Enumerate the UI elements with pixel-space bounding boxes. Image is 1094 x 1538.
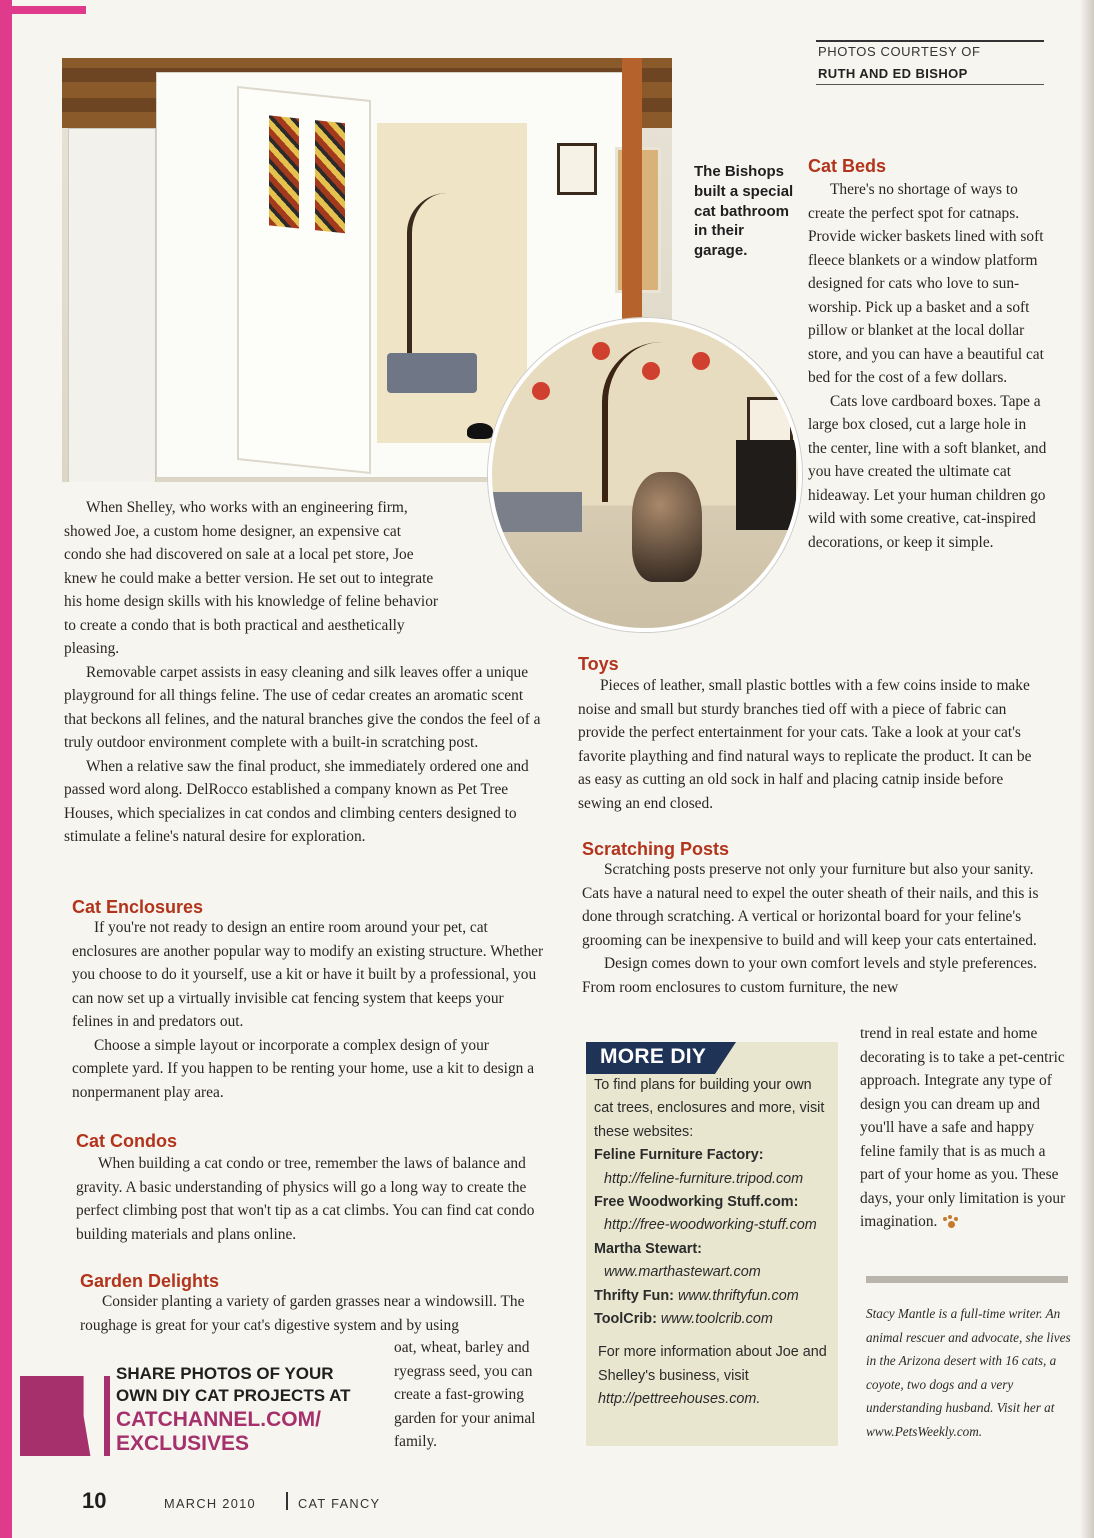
scratching-paragraph: Scratching posts preserve not only your furniture but also your sanity. Cats have a natural need to expel the outer sheath of their nails, and this is done through scratching. A vertical or horizontal board for your feline's grooming can be inexpensive to build and will keep your cats entertained. — [582, 861, 1039, 949]
issue-date: MARCH 2010 — [164, 1496, 256, 1511]
beds-text — [808, 178, 1048, 554]
site-link[interactable]: http://feline-furniture.tripod.com — [604, 1170, 804, 1187]
heading-cat-enclosures: Cat Enclosures — [72, 897, 204, 917]
heading-scratching-posts: Scratching Posts — [582, 839, 730, 859]
share-callout-line2: OWN DIY CAT PROJECTS AT — [116, 1386, 351, 1405]
heading-toys: Toys — [578, 654, 619, 674]
enclosures-paragraph: If you're not ready to design an entire room around your pet, cat enclosures are another popular way to modify an existing structure. Whether you choose to do it yourself, use a kit or have it built by a professional, you can now set up a virtually invisible cat fencing system that keeps your felines in and predators out. — [72, 919, 544, 1030]
beds-paragraph: Cats love cardboard boxes. Tape a large box closed, cut a large hole in the center, line with a soft blanket, and you have created the ultimate cat hideaway. Let your human children go wild with some creative, cat-inspired decorations, or keep it simple. — [808, 392, 1047, 551]
beds-paragraph: There's no shortage of ways to create the perfect spot for catnaps. Provide wicker baskets lined with soft fleece blankets or a window platform designed for cats who love to sun-worship. Pick up a basket and a soft pillow or blanket at the local dollar store, and you can have a beautiful cat bed for the cost of a few dollars. — [808, 181, 1044, 386]
site-name: Martha Stewart: — [594, 1240, 702, 1257]
site-name: Thrifty Fun: — [594, 1287, 674, 1304]
scratching-paragraph: Design comes down to your own comfort levels and style preferences. From room enclosures to custom furniture, the new — [582, 955, 1037, 996]
author-bio: Stacy Mantle is a full-time writer. An animal rescuer and advocate, she lives in the Arizona desert with 16 cats, a coyote, two dogs and a very understanding husband. Visit her at www.PetsWeekly.com. — [866, 1306, 1071, 1439]
refrigerator — [68, 128, 156, 482]
site-link[interactable]: www.thriftyfun.com — [677, 1287, 799, 1304]
site-name: Free Woodworking Stuff.com: — [594, 1194, 799, 1211]
toys-paragraph: Pieces of leather, small plastic bottles with a few coins inside to make noise and small but sturdy branches tied off with a piece of fabric can provide the perfect entertainment for your cats. Take a look at your cat's favorite plaything and find natural ways to replicate the product. It can be as easy as cutting an old sock in half and placing catnip inside before sewing an end closed. — [578, 677, 1032, 812]
more-diy-body — [594, 1074, 834, 1412]
more-diy-heading: MORE DIY — [600, 1045, 707, 1068]
page-corner-tab — [0, 6, 86, 14]
intro-paragraph: When Shelley, who works with an engineering firm, showed Joe, a custom home designer, an expensive cat condo she had discovered on sale at a local pet store, Joe knew he could make a better version. He set out to integrate his home design skills with his knowledge of feline behavior to create a condo that is both practical and aesthetically pleasing. — [64, 499, 439, 657]
paw-print-icon — [943, 1215, 959, 1229]
page-edge-stripe — [0, 0, 12, 1538]
scratching-text — [582, 858, 1052, 999]
scratching-text-continued — [860, 1022, 1066, 1234]
photo-credit-label: PHOTOS COURTESY OF — [818, 44, 981, 59]
site-name: ToolCrib: — [594, 1311, 657, 1328]
heading-cat-beds: Cat Beds — [808, 156, 887, 176]
scratching-paragraph-continued: trend in real estate and home decorating is to take a pet-centric approach. Integrate any type of design you can dream up and you'll have a safe and happy feline family that is as much a part of your home as you. These days, your only limitation is your imagination. — [860, 1025, 1066, 1230]
enclosures-text — [72, 916, 548, 1104]
photo-credit-names: RUTH AND ED BISHOP — [818, 66, 968, 81]
footer-divider — [286, 1492, 288, 1510]
site-link[interactable]: www.toolcrib.com — [660, 1311, 773, 1328]
site-link[interactable]: http://free-woodworking-stuff.com — [604, 1217, 817, 1234]
intro-text — [64, 496, 542, 849]
heading-cat-condos: Cat Condos — [76, 1131, 177, 1151]
bio-rule — [866, 1276, 1068, 1283]
share-callout-url[interactable]: CATCHANNEL.COM/ — [116, 1408, 321, 1431]
intro-paragraph: Removable carpet assists in easy cleaning and silk leaves offer a unique playground for all things feline. The use of cedar creates an aromatic scent that beckons all felines, and the natural branches give the condos the feel of a truly outdoor environment complete with a built-in scratching post. — [64, 663, 541, 751]
condos-text — [76, 1152, 550, 1246]
garden-text — [80, 1290, 554, 1337]
page-number: 10 — [82, 1488, 107, 1513]
share-callout-url-path[interactable]: EXCLUSIVES — [116, 1432, 250, 1455]
site-name: Feline Furniture Factory: — [594, 1147, 764, 1164]
more-diy-intro: To find plans for building your own cat trees, enclosures and more, visit these websites: — [594, 1077, 825, 1140]
more-diy-outro: For more information about Joe and Shelley's business, visit — [598, 1344, 827, 1384]
site-link[interactable]: www.marthastewart.com — [604, 1264, 761, 1281]
garden-text-continued — [394, 1336, 556, 1454]
intro-paragraph: When a relative saw the final product, she immediately ordered one and passed word along. DelRocco established a company known as Pet Tree Houses, which specializes in cat condos and climbing centers designed to stimulate a feline's natural desire for exploration. — [64, 757, 529, 845]
condos-paragraph: When building a cat condo or tree, remember the laws of balance and gravity. A basic understanding of physics will go a long way to create the perfect climbing post that won't tip as a cat climbs. You can find cat condo building materials and plans online. — [76, 1155, 535, 1243]
share-callout-line1: SHARE PHOTOS OF YOUR — [116, 1364, 334, 1383]
booth-door — [237, 86, 371, 474]
toys-text — [578, 674, 1046, 815]
credits-rule-top — [816, 40, 1044, 42]
garden-paragraph-continued: oat, wheat, barley and ryegrass seed, you can create a fast-growing garden for your animal family. — [394, 1339, 536, 1450]
photo-caption: The Bishops built a special cat bathroom in their garage. — [694, 163, 794, 260]
credits-rule-bottom — [816, 84, 1044, 85]
magazine-name: CAT FANCY — [298, 1496, 381, 1511]
garden-paragraph: Consider planting a variety of garden grasses near a windowsill. The roughage is great for your cat's digestive system and by using — [80, 1293, 525, 1334]
enclosures-paragraph: Choose a simple layout or incorporate a complex design of your complete yard. If you happen to be renting your home, use a kit to design a nonpermanent play area. — [72, 1036, 535, 1101]
page-binding-shadow — [1080, 0, 1094, 1538]
tabby-cat — [632, 472, 702, 582]
more-diy-box — [586, 1042, 838, 1446]
heading-garden-delights: Garden Delights — [80, 1271, 220, 1291]
business-link[interactable]: http://pettreehouses.com. — [598, 1391, 761, 1408]
